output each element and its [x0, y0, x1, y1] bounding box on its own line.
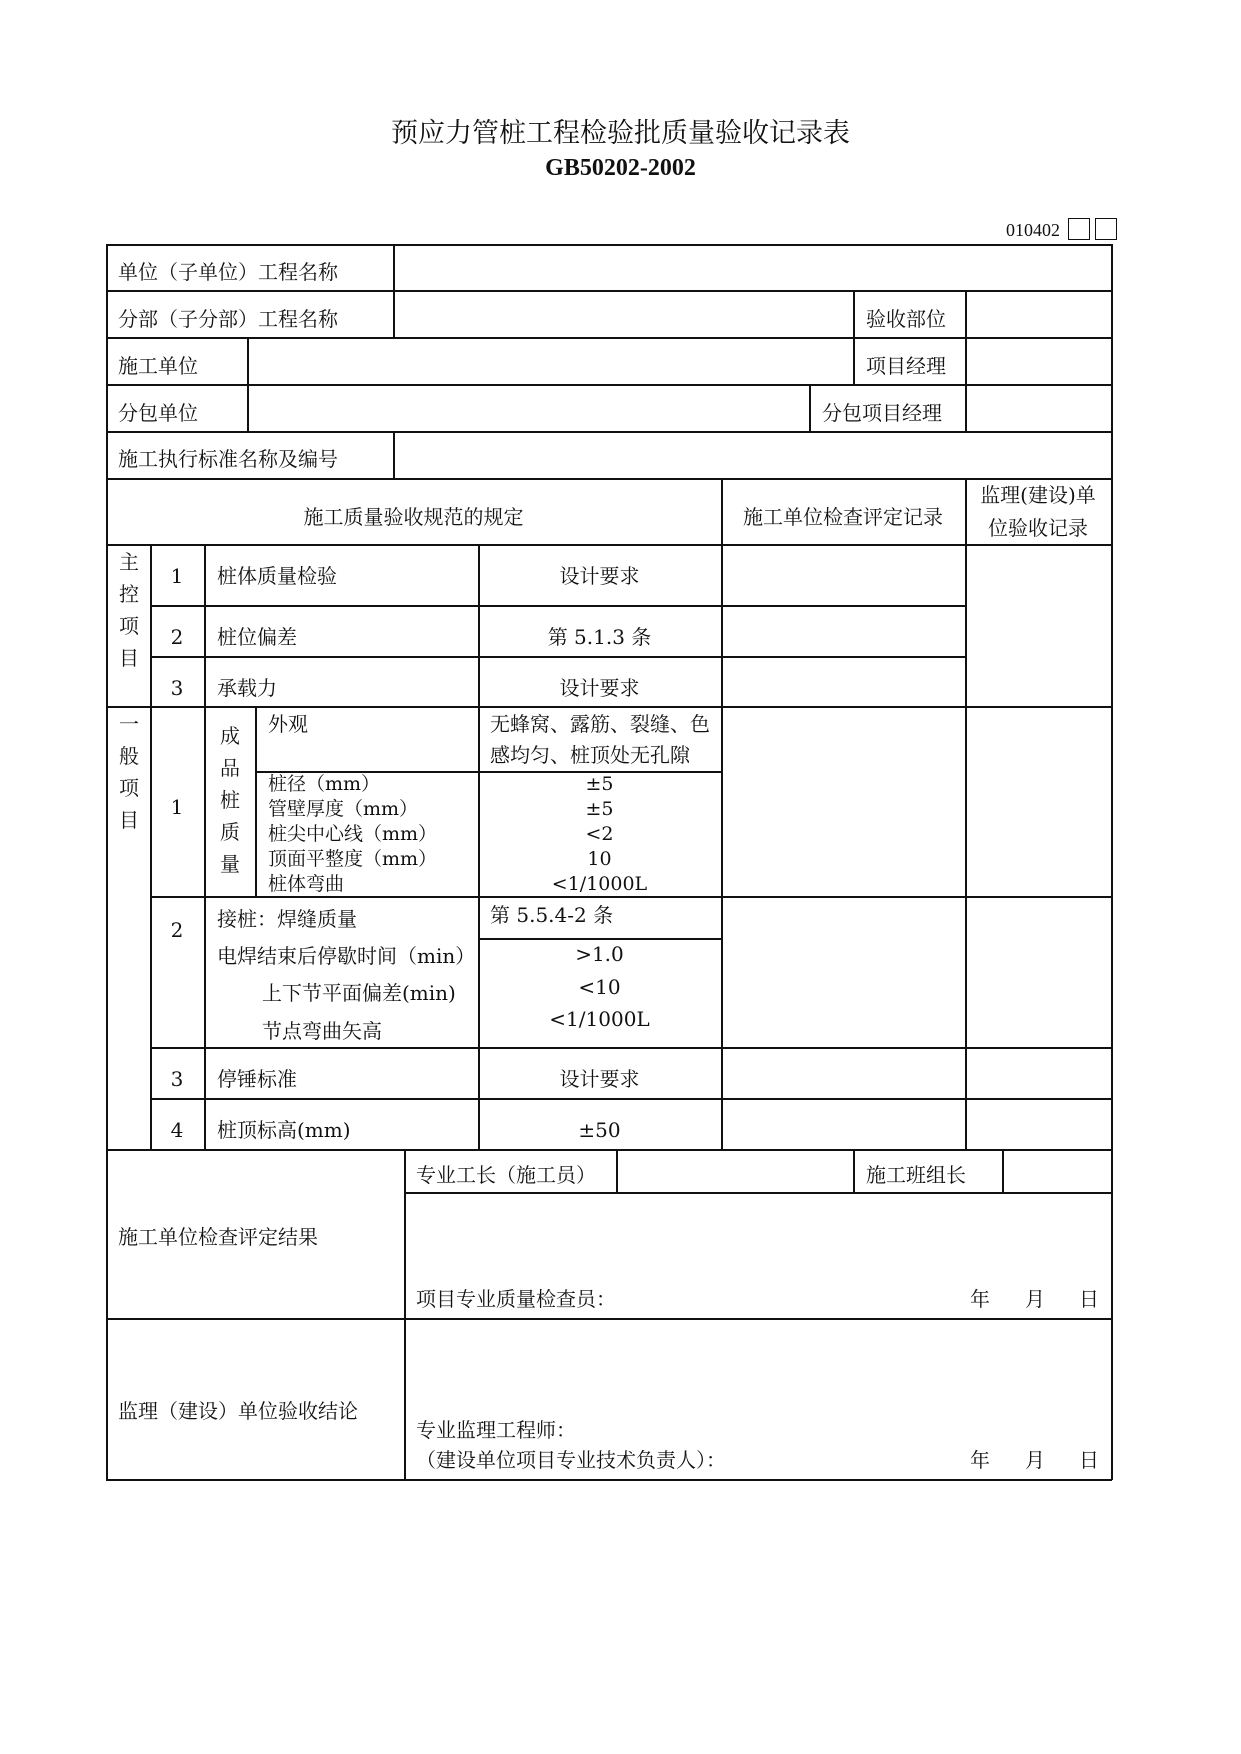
appearance-label: 外观	[268, 712, 308, 736]
acceptance-part-label: 验收部位	[866, 307, 946, 331]
pile-top-elevation-req: ±50	[578, 1118, 621, 1142]
main-item-2-no: 2	[170, 625, 184, 649]
standard-name-label: 施工执行标准名称及编号	[118, 447, 338, 471]
team-leader-label: 施工班组长	[866, 1163, 966, 1187]
main-item-2-req: 第 5.1.3 条	[547, 625, 652, 649]
month-label-2: 月	[1025, 1448, 1045, 1472]
general-item-4-no: 4	[170, 1118, 184, 1142]
pile-bending-req: <1/1000L	[551, 873, 648, 895]
splice-weld-req: 第 5.5.4-2 条	[490, 903, 614, 927]
finished-pile-quality-label: 成品桩质量	[220, 724, 240, 876]
pile-top-elevation-label: 桩顶标高(mm)	[217, 1118, 351, 1142]
project-manager-label: 项目经理	[866, 354, 946, 378]
plane-deviation-req: <10	[578, 975, 621, 999]
foreman-label: 专业工长（施工员）	[416, 1163, 596, 1187]
main-control-label: 主控项目	[119, 550, 139, 670]
pile-bending-label: 桩体弯曲	[268, 873, 345, 895]
unit-project-name-label: 单位（子单位）工程名称	[118, 260, 338, 284]
wall-thickness-label: 管壁厚度（mm）	[268, 798, 419, 820]
year-label-1: 年	[970, 1287, 990, 1311]
supervision-record-header-line2: 位验收记录	[988, 516, 1088, 540]
main-item-1-req: 设计要求	[559, 564, 640, 588]
day-label-2: 日	[1079, 1448, 1099, 1472]
top-flatness-req: 10	[587, 848, 612, 870]
supervision-conclusion-label: 监理（建设）单位验收结论	[118, 1399, 358, 1423]
pile-diameter-req: ±5	[585, 773, 614, 795]
spec-header: 施工质量验收规范的规定	[303, 505, 524, 529]
year-label-2: 年	[970, 1448, 990, 1472]
main-item-3-name: 承载力	[217, 676, 277, 700]
supervising-engineer-label: 专业监理工程师：	[416, 1418, 576, 1442]
general-item-1-no: 1	[170, 795, 184, 819]
appearance-req-line2: 感均匀、桩顶处无孔隙	[490, 743, 690, 767]
main-item-3-req: 设计要求	[559, 676, 640, 700]
pile-diameter-label: 桩径（mm）	[268, 773, 381, 795]
sub-project-name-label: 分部（子分部）工程名称	[118, 307, 338, 331]
joint-bending-label: 节点弯曲矢高	[262, 1019, 382, 1043]
joint-bending-req: <1/1000L	[549, 1007, 650, 1031]
quality-inspector-label: 项目专业质量检查员：	[416, 1287, 616, 1311]
form-code: 010402	[1006, 220, 1060, 240]
month-label-1: 月	[1025, 1287, 1045, 1311]
plane-deviation-label: 上下节平面偏差(min)	[262, 981, 456, 1005]
subcontract-manager-label: 分包项目经理	[822, 401, 942, 425]
construction-record-header: 施工单位检查评定记录	[743, 505, 943, 529]
main-item-1-name: 桩体质量检验	[217, 564, 337, 588]
weld-rest-time-label: 电焊结束后停歇时间（min）	[217, 944, 476, 968]
splice-weld-quality-label: 接桩：焊缝质量	[217, 907, 357, 931]
weld-rest-time-req: >1.0	[575, 942, 624, 966]
day-label-1: 日	[1079, 1287, 1099, 1311]
general-label: 一般项目	[119, 712, 139, 832]
page-title: 预应力管桩工程检验批质量验收记录表	[391, 118, 850, 149]
construction-result-label: 施工单位检查评定结果	[118, 1225, 318, 1249]
tip-centerline-label: 桩尖中心线（mm）	[268, 823, 438, 845]
general-item-2-no: 2	[170, 918, 184, 942]
top-flatness-label: 顶面平整度（mm）	[268, 848, 438, 870]
subcontract-unit-label: 分包单位	[118, 401, 198, 425]
wall-thickness-req: ±5	[585, 798, 614, 820]
main-item-1-no: 1	[170, 564, 184, 588]
supervision-record-header-line1: 监理(建设)单	[980, 483, 1096, 507]
appearance-req-line1: 无蜂窝、露筋、裂缝、色	[490, 712, 710, 736]
tip-centerline-req: <2	[585, 823, 614, 845]
general-item-3-no: 3	[170, 1067, 184, 1091]
main-item-2-name: 桩位偏差	[217, 625, 297, 649]
owner-technical-lead-label: （建设单位项目专业技术负责人）：	[416, 1448, 726, 1472]
construction-unit-label: 施工单位	[118, 354, 198, 378]
hammer-stop-req: 设计要求	[559, 1067, 640, 1091]
standard-code: GB50202-2002	[545, 155, 696, 181]
main-item-3-no: 3	[170, 676, 184, 700]
hammer-stop-label: 停锤标准	[217, 1067, 297, 1091]
